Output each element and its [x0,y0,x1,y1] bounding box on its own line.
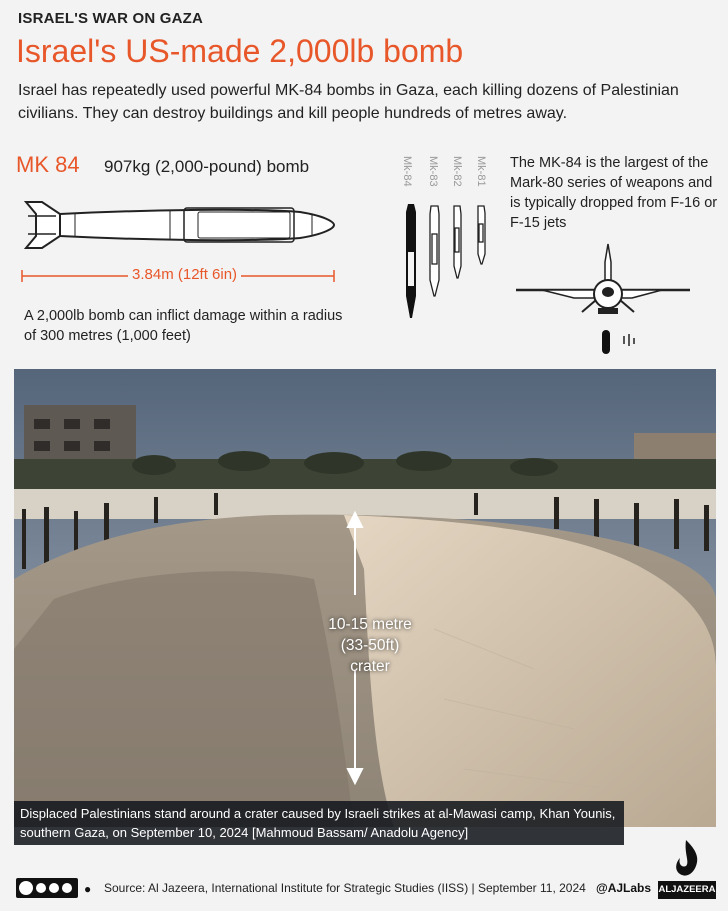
mk82-silhouette [454,206,461,278]
aljazeera-logo-icon [666,838,706,880]
family-label-mk83: Mk-83 [427,156,439,187]
cc-license-icon [16,878,78,898]
mk84-bomb-illustration [20,196,336,254]
jet-description: The MK-84 is the largest of the Mark-80 series of weapons and is typically dropped from F-16 or F-15 jets [510,155,718,231]
mk81-silhouette [478,206,485,264]
family-label-mk84: Mk-84 [401,156,413,187]
length-label: 3.84m (12ft 6in) [128,266,241,283]
social-handle[interactable]: @AJLabs [596,881,652,895]
footer [16,876,716,900]
mk84-silhouette [406,204,416,318]
fighter-jet-illustration [512,238,696,358]
source-line: Source: Al Jazeera, International Institute for Strategic Studies (IISS) | September 11, 2024 [104,881,586,895]
kicker: ISRAEL'S WAR ON GAZA [18,10,204,27]
bomb-family-illustration [392,200,496,324]
info-icon: ● [84,882,92,896]
crater-photo [14,369,716,827]
mk83-silhouette [430,206,439,296]
family-label-mk81: Mk-81 [475,156,487,187]
crater-label-line-3: crater [350,658,390,675]
damage-radius-text: A 2,000lb bomb can inflict damage within a radius of 300 metres (1,000 feet) [24,308,343,344]
subtitle: Israel has repeatedly used powerful MK-84 bombs in Gaza, each killing dozens of Palestinian civilians. They can destroy buildings and kill people hundreds of metres away. [18,82,679,122]
crater-label-line-2: (33-50ft) [340,637,400,654]
photo-caption: Displaced Palestinians stand around a crater caused by Israeli strikes at al-Mawasi camp, Khan Younis, southern Gaza, on September 10, 2024 [Mahmoud Bassam/ Anadolu Agency] [14,801,624,845]
crater-size-label [295,614,445,677]
family-label-mk82: Mk-82 [451,156,463,187]
aljazeera-wordmark: ALJAZEERA [658,881,716,899]
page-title: Israel's US-made 2,000lb bomb [16,33,464,69]
crater-label-line-1: 10-15 metre [328,616,412,633]
bomb-name: MK 84 [16,152,80,177]
bomb-description: 907kg (2,000-pound) bomb [104,157,310,176]
cc-license-badge [16,878,78,898]
